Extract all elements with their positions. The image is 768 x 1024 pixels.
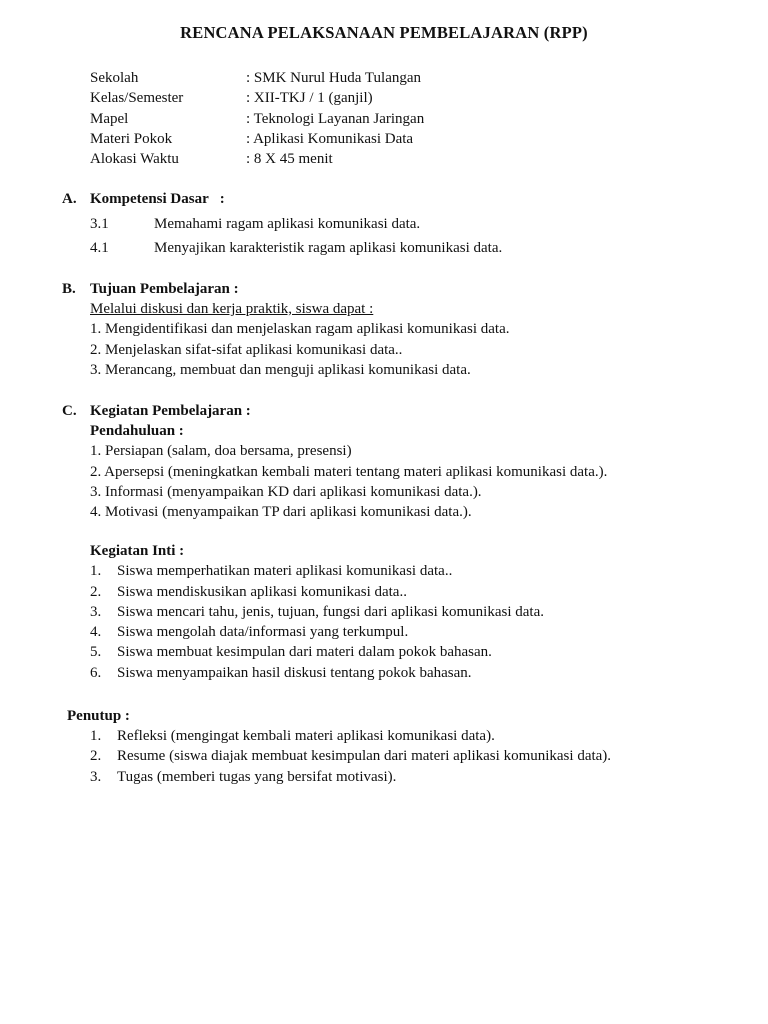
- list-item: [90, 642, 544, 662]
- list-item: 2. Menjelaskan sifat-sifat aplikasi komunikasi data..: [90, 341, 403, 358]
- subsection-heading: Kegiatan Inti :: [90, 543, 185, 559]
- list-text: Resume (siswa diajak membuat kesimpulan dari materi aplikasi komunikasi data).: [117, 748, 612, 765]
- document-title: RENCANA PELAKSANAAN PEMBELAJARAN (RPP): [180, 23, 588, 42]
- section-letter: C.: [62, 403, 77, 419]
- list-item: [90, 602, 544, 622]
- core-activities-list: [90, 541, 544, 683]
- list-item: [90, 214, 502, 238]
- subsection-heading: Pendahuluan :: [90, 423, 184, 439]
- identity-value: : 8 X 45 menit: [246, 151, 333, 168]
- objectives-list: [90, 299, 509, 380]
- section-title: Kegiatan Pembelajaran :: [90, 403, 251, 419]
- list-text: Siswa mengolah data/informasi yang terkumpul.: [117, 624, 409, 641]
- list-item: [90, 767, 611, 787]
- list-item: 1. Mengidentifikasi dan menjelaskan ragam aplikasi komunikasi data.: [90, 321, 510, 338]
- identity-value: : Aplikasi Komunikasi Data: [246, 130, 414, 147]
- identity-table: [90, 68, 424, 169]
- closing-heading: Penutup :: [67, 708, 130, 724]
- list-item: 3. Merancang, membuat dan menguji aplikasi komunikasi data.: [90, 361, 471, 378]
- identity-label: Mapel: [90, 110, 129, 127]
- section-title: Tujuan Pembelajaran :: [90, 281, 239, 297]
- competency-list: [90, 214, 502, 258]
- list-number: 1.: [90, 728, 102, 744]
- closing-list: [90, 726, 611, 787]
- identity-label: Materi Pokok: [90, 130, 173, 147]
- identity-value: : SMK Nurul Huda Tulangan: [246, 70, 422, 86]
- list-item: [90, 726, 611, 746]
- list-number: 4.: [90, 624, 102, 641]
- competency-number: 3.1: [90, 216, 109, 232]
- introduction-list: [90, 421, 607, 522]
- list-item: [90, 622, 544, 642]
- identity-row-time: [90, 149, 424, 169]
- identity-label: Sekolah: [90, 70, 139, 86]
- section-title: Kompetensi Dasar :: [90, 191, 225, 207]
- list-number: 2.: [90, 583, 102, 600]
- objectives-intro: Melalui diskusi dan kerja praktik, siswa dapat :: [90, 301, 374, 317]
- list-item: 1. Persiapan (salam, doa bersama, presensi): [90, 443, 352, 460]
- identity-row-subject: [90, 109, 424, 129]
- list-text: Siswa mendiskusikan aplikasi komunikasi data..: [117, 583, 407, 600]
- list-number: 5.: [90, 644, 102, 661]
- section-c-heading: [62, 401, 251, 421]
- section-letter: B.: [62, 281, 76, 297]
- list-number: 2.: [90, 748, 102, 765]
- list-number: 1.: [90, 563, 102, 580]
- list-item: [90, 582, 544, 602]
- identity-label: Kelas/Semester: [90, 90, 184, 107]
- list-text: Refleksi (mengingat kembali materi aplikasi komunikasi data).: [117, 728, 495, 744]
- identity-row-school: [90, 68, 424, 88]
- identity-row-topic: [90, 129, 424, 149]
- section-b-heading: [62, 279, 239, 299]
- competency-text: Menyajikan karakteristik ragam aplikasi komunikasi data.: [154, 240, 503, 256]
- identity-value: : XII-TKJ / 1 (ganjil): [246, 90, 373, 107]
- list-item: 2. Apersepsi (meningkatkan kembali materi tentang materi aplikasi komunikasi data.).: [90, 463, 608, 480]
- list-text: Tugas (memberi tugas yang bersifat motivasi).: [117, 768, 397, 785]
- list-text: Siswa membuat kesimpulan dari materi dalam pokok bahasan.: [117, 644, 492, 661]
- list-item: 3. Informasi (menyampaikan KD dari aplikasi komunikasi data.).: [90, 483, 482, 500]
- list-number: 3.: [90, 768, 102, 785]
- list-item: [90, 238, 502, 258]
- list-text: Siswa mencari tahu, jenis, tujuan, fungsi dari aplikasi komunikasi data.: [117, 603, 544, 620]
- list-number: 6.: [90, 664, 102, 681]
- identity-value: : Teknologi Layanan Jaringan: [246, 110, 425, 127]
- identity-label: Alokasi Waktu: [90, 151, 179, 168]
- competency-number: 4.1: [90, 240, 109, 256]
- list-item: [90, 746, 611, 766]
- identity-row-class: [90, 88, 424, 108]
- list-number: 3.: [90, 603, 102, 620]
- section-letter: A.: [62, 191, 77, 207]
- list-text: Siswa memperhatikan materi aplikasi komunikasi data..: [117, 563, 453, 580]
- list-text: Siswa menyampaikan hasil diskusi tentang pokok bahasan.: [117, 664, 472, 681]
- list-item: [90, 561, 544, 581]
- list-item: 4. Motivasi (menyampaikan TP dari aplikasi komunikasi data.).: [90, 504, 472, 521]
- competency-text: Memahami ragam aplikasi komunikasi data.: [154, 216, 421, 232]
- section-a-heading: [62, 189, 225, 209]
- list-item: [90, 663, 544, 683]
